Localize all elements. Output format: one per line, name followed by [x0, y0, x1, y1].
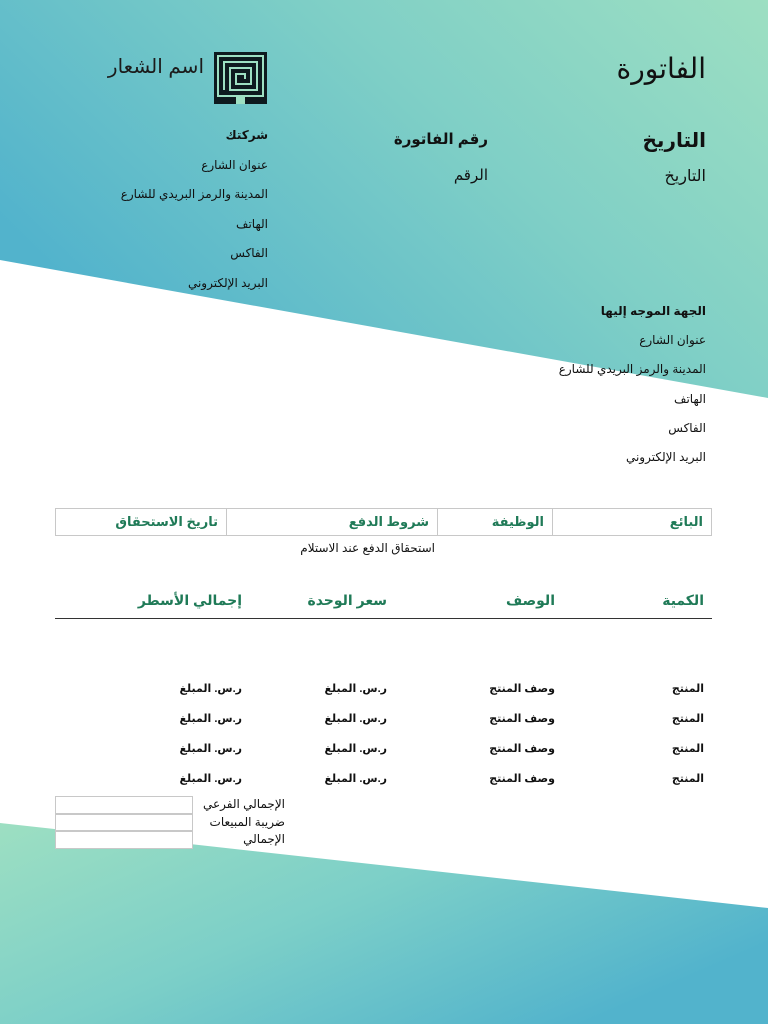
item-product: المنتج — [671, 773, 704, 785]
company-street: عنوان الشارع — [201, 157, 268, 172]
item-unit-price: ر.س. المبلغ — [324, 773, 387, 785]
item-product: المنتج — [671, 713, 704, 725]
tax-label: ضريبة المبيعات — [209, 814, 285, 829]
total-field[interactable] — [55, 831, 193, 849]
item-line-total: ر.س. المبلغ — [179, 683, 242, 695]
items-header-quantity: الكمية — [662, 592, 704, 608]
date-value[interactable]: التاريخ — [664, 168, 706, 185]
bottom-gradient-band — [0, 823, 768, 1024]
table-row — [55, 712, 712, 732]
subtotal-label: الإجمالي الفرعي — [202, 797, 285, 811]
item-description: وصف المنتج — [489, 773, 555, 785]
date-heading: التاريخ — [642, 130, 706, 152]
terms-header-job: الوظيفة — [438, 509, 553, 536]
totals-block — [55, 796, 285, 849]
terms-header-seller: البائع — [553, 509, 712, 536]
terms-header-payment-terms: شروط الدفع — [227, 509, 438, 536]
bill-to-city-zip: المدينة والرمز البريدي للشارع — [558, 362, 706, 377]
bill-to-heading: الجهة الموجه إليها — [600, 304, 706, 318]
subtotal-field[interactable] — [55, 796, 193, 814]
tax-field[interactable] — [55, 814, 193, 832]
items-header-description: الوصف — [505, 592, 555, 608]
total-label: الإجمالي — [243, 832, 285, 846]
item-description: وصف المنتج — [489, 683, 555, 695]
item-product: المنتج — [671, 683, 704, 695]
invoice-number-value[interactable]: الرقم — [453, 167, 488, 184]
invoice-title: الفاتورة — [616, 53, 706, 84]
payment-terms-note: استحقاق الدفع عند الاستلام — [300, 541, 435, 555]
item-unit-price: ر.س. المبلغ — [324, 683, 387, 695]
bill-to-fax: الفاكس — [668, 420, 706, 435]
items-header — [55, 592, 712, 619]
item-line-total: ر.س. المبلغ — [179, 713, 242, 725]
bill-to-phone: الهاتف — [674, 391, 706, 406]
item-line-total: ر.س. المبلغ — [179, 773, 242, 785]
item-line-total: ر.س. المبلغ — [179, 743, 242, 755]
subtotal-row — [55, 796, 285, 814]
company-name: شركتك — [225, 128, 268, 142]
item-description: وصف المنتج — [489, 743, 555, 755]
total-row — [55, 831, 285, 849]
bill-to-block — [466, 304, 706, 479]
company-block — [68, 128, 268, 305]
table-row — [55, 682, 712, 702]
terms-table — [55, 508, 712, 536]
tax-row — [55, 814, 285, 832]
item-product: المنتج — [671, 743, 704, 755]
items-header-line-total: إجمالي الأسطر — [137, 592, 242, 608]
item-unit-price: ر.س. المبلغ — [324, 743, 387, 755]
company-email: البريد الإلكتروني — [187, 275, 268, 290]
logo-maze-icon — [214, 52, 267, 104]
table-row — [55, 772, 712, 792]
bill-to-street: عنوان الشارع — [639, 333, 706, 348]
invoice-number-heading: رقم الفاتورة — [393, 131, 488, 148]
logo-name: اسم الشعار — [107, 56, 204, 78]
table-row — [55, 742, 712, 762]
company-city-zip: المدينة والرمز البريدي للشارع — [120, 187, 268, 201]
item-description: وصف المنتج — [489, 713, 555, 725]
item-unit-price: ر.س. المبلغ — [324, 713, 387, 725]
terms-header-due-date: تاريخ الاستحقاق — [56, 509, 227, 536]
company-fax: الفاكس — [230, 246, 268, 260]
terms-header-row — [56, 509, 712, 536]
company-phone: الهاتف — [236, 216, 268, 231]
items-header-unit-price: سعر الوحدة — [307, 592, 387, 608]
bill-to-email: البريد الإلكتروني — [625, 449, 706, 464]
